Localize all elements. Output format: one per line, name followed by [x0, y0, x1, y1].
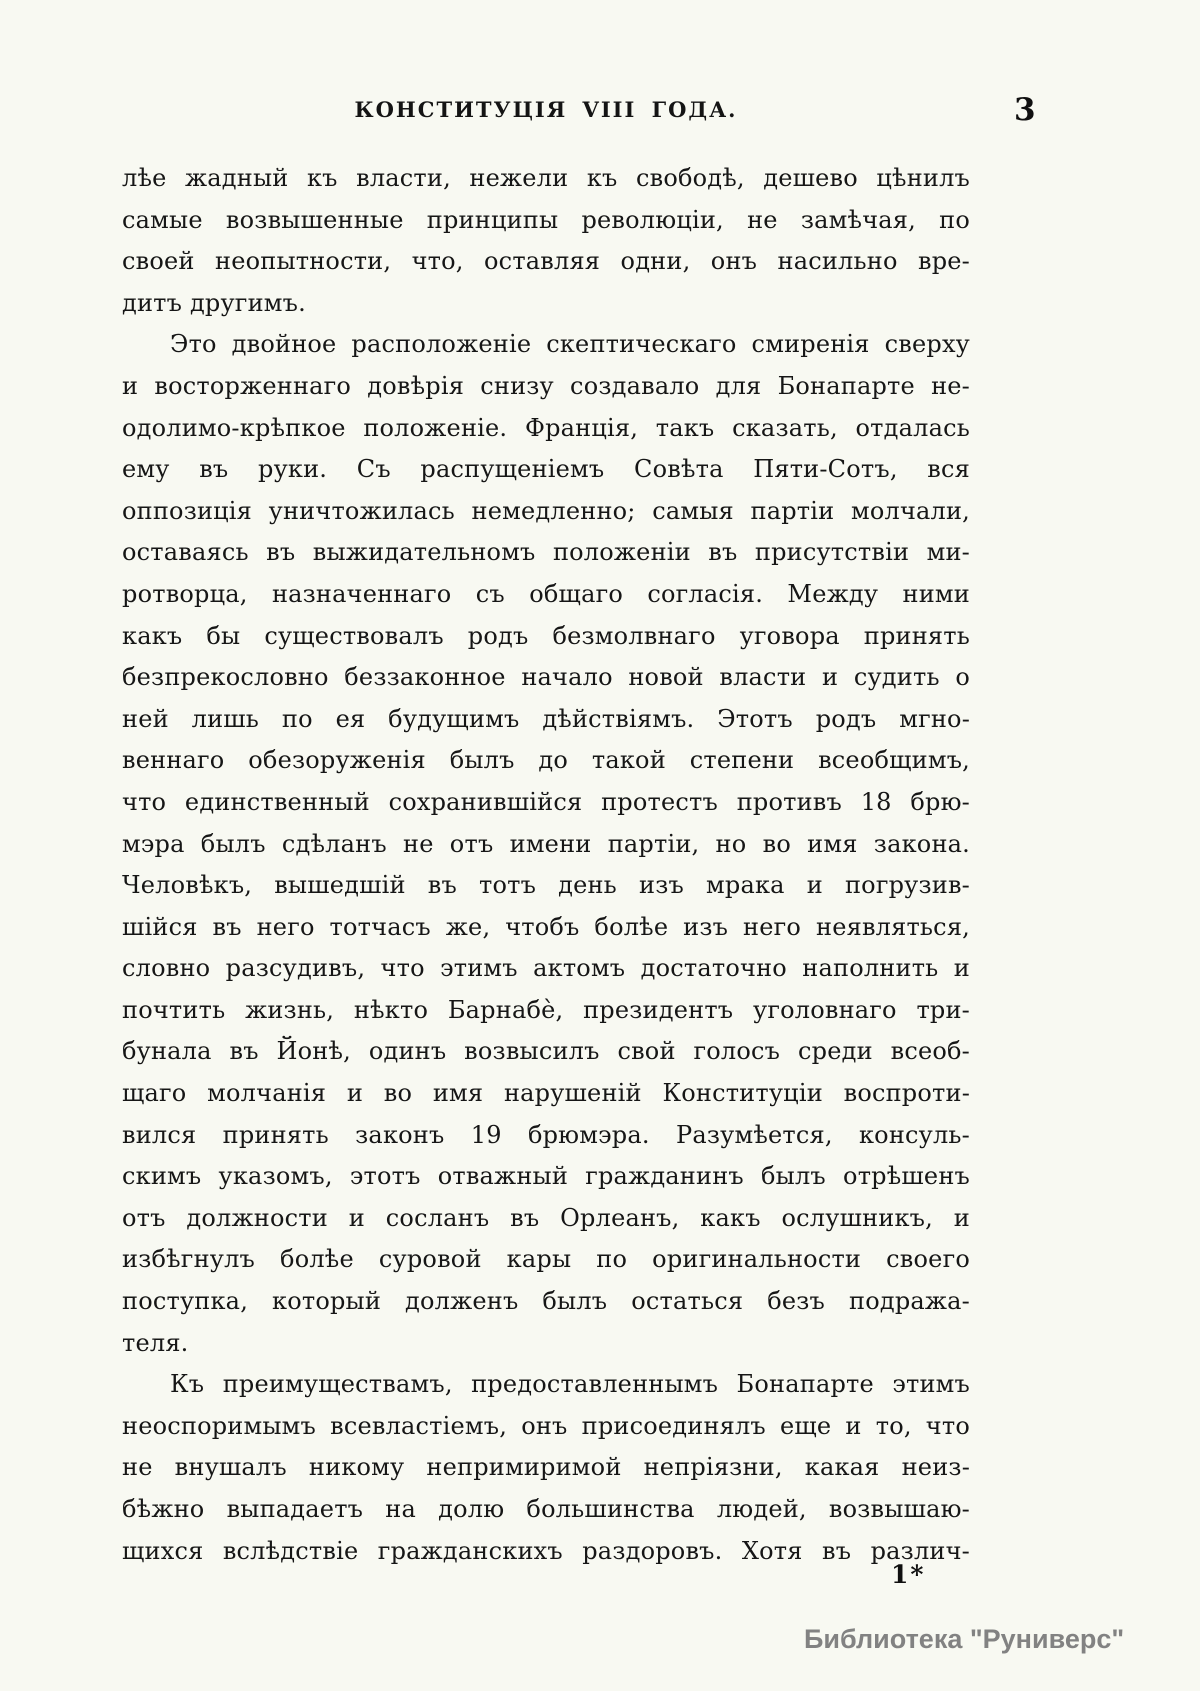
text-line: Это двойное расположеніе скептическаго смиренія сверху	[170, 330, 970, 359]
text-line: мэра былъ сдѣланъ не отъ имени партіи, но во имя закона.	[122, 829, 970, 858]
text-line: не внушалъ никому непримиримой непріязни, какая неиз-	[122, 1453, 970, 1482]
text-line: ней лишь по ея будущимъ дѣйствіямъ. Этотъ родъ мгно-	[122, 704, 970, 733]
text-line: скимъ указомъ, этотъ отважный гражданинъ былъ отрѣшенъ	[122, 1162, 970, 1191]
text-line: лѣе жадный къ власти, нежели къ свободѣ, дешево цѣнилъ	[122, 164, 970, 192]
text-line: безпрекословно беззаконное начало новой власти и судить о	[122, 663, 970, 692]
text-line: одолимо-крѣпкое положеніе. Франція, такъ сказать, отдалась	[122, 413, 970, 442]
text-line: оставаясь въ выжидательномъ положеніи въ присутствіи ми-	[122, 538, 970, 567]
printer-signature-mark: 1*	[891, 1560, 926, 1589]
text-line: Человѣкъ, вышедшій въ тотъ день изъ мрака и погрузив-	[122, 871, 970, 900]
page-text	[122, 158, 970, 1572]
text-line: ему въ руки. Съ распущеніемъ Совѣта Пяти-Сотъ, вся	[122, 455, 970, 484]
text-line: шійся въ него тотчасъ же, чтобъ болѣе изъ него неявляться,	[122, 912, 970, 941]
paragraph	[122, 158, 970, 324]
text-line: и восторженнаго довѣрія снизу создавало для Бонапарте не-	[122, 371, 970, 400]
text-line: Къ преимуществамъ, предоставленнымъ Бонапарте этимъ	[170, 1370, 970, 1399]
text-line: дитъ другимъ.	[122, 288, 306, 317]
text-line: что единственный сохранившійся протестъ противъ 18 брю-	[122, 787, 970, 816]
text-line: теля.	[122, 1328, 189, 1357]
text-line: самые возвышенные принципы революціи, не замѣчая, по	[122, 205, 970, 234]
page-number: 3	[1014, 92, 1036, 128]
text-line: отъ должности и сосланъ въ Орлеанъ, какъ ослушникъ, и	[122, 1203, 970, 1232]
text-line: веннаго обезоруженія былъ до такой степени всеобщимъ,	[122, 746, 970, 775]
text-line: избѣгнулъ болѣе суровой кары по оригинальности своего	[122, 1245, 970, 1274]
library-watermark: Библиотека "Руниверс"	[804, 1624, 1125, 1654]
running-head-title: КОНСТИТУЦІЯ VIII ГОДА.	[354, 97, 738, 122]
text-line: вился принять законъ 19 брюмэра. Разумѣется, консуль-	[122, 1120, 970, 1149]
text-line: оппозиція уничтожилась немедленно; самыя партіи молчали,	[122, 496, 970, 525]
text-line: щаго молчанія и во имя нарушеній Конституціи воспроти-	[122, 1079, 970, 1108]
text-line: почтить жизнь, нѣкто Барнабѐ, президентъ уголовнаго три-	[122, 995, 970, 1024]
text-line: ротворца, назначеннаго съ общаго согласія. Между ними	[122, 579, 970, 608]
text-line: поступка, который долженъ былъ остаться безъ подража-	[122, 1287, 970, 1316]
text-line: бѣжно выпадаетъ на долю большинства людей, возвышаю-	[122, 1495, 970, 1523]
paragraph	[122, 1364, 970, 1572]
text-line: словно разсудивъ, что этимъ актомъ достаточно наполнить и	[122, 954, 970, 983]
text-line: бунала въ Йонѣ, одинъ возвысилъ свой голосъ среди всеоб-	[122, 1037, 970, 1066]
text-line: своей неопытности, что, оставляя одни, онъ насильно вре-	[122, 247, 970, 276]
text-line: неоспоримымъ всевластіемъ, онъ присоединялъ еще и то, что	[122, 1411, 970, 1440]
text-line: щихся вслѣдствіе гражданскихъ раздоровъ. Хотя въ различ-	[122, 1536, 970, 1565]
paragraph	[122, 324, 970, 1364]
text-line: какъ бы существовалъ родъ безмолвнаго уговора принять	[122, 621, 970, 650]
